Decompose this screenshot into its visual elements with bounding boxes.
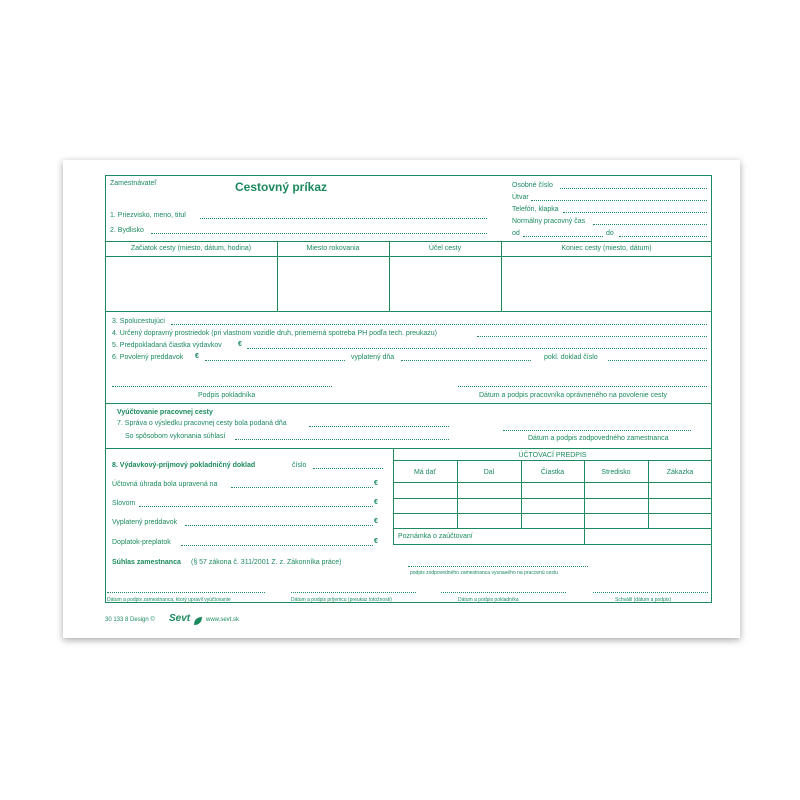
col-end: Koniec cesty (miesto, dátum) [561, 245, 652, 252]
responsible-signature-line[interactable] [503, 430, 691, 431]
euro-sign: € [374, 538, 378, 545]
divider [393, 528, 712, 529]
acc-col-amount: Čiastka [540, 469, 565, 476]
euro-sign: € [374, 499, 378, 506]
signature-line[interactable] [593, 592, 708, 593]
divider [393, 460, 712, 461]
divider [105, 256, 712, 257]
paid-date-label: vyplatený dňa [351, 354, 395, 361]
settlement-label: Účtovná úhrada bola upravená na [112, 481, 218, 488]
in-words-label: Slovom [112, 500, 136, 507]
personal-number-field[interactable] [560, 188, 707, 189]
acc-col-credit: Dal [483, 469, 495, 476]
cash-doc-label: pokl. doklad číslo [544, 354, 598, 361]
in-words-field[interactable] [139, 506, 373, 507]
divider [105, 241, 712, 242]
consent-signature-line[interactable] [408, 566, 588, 567]
companions-label: 3. Spolucestujúci [112, 318, 165, 325]
divider [393, 544, 712, 545]
settlement-field[interactable] [231, 487, 373, 488]
residence-label: 2. Bydlisko [110, 227, 144, 234]
approver-signature-label: Dátum a podpis pracovníka oprávneného na povolenie cesty [479, 392, 667, 399]
euro-sign: € [238, 341, 242, 348]
from-field[interactable] [523, 236, 603, 237]
footer-sig-2: Dátum a podpis príjemcu (preukaz totožnosti) [291, 597, 392, 603]
footer-sig-1: Dátum a podpis zamestnanca, ktorý upravil vyúčtovanie [107, 597, 231, 603]
billing-heading: Vyúčtovanie pracovnej cesty [117, 409, 213, 416]
paid-advance-label: Vyplatený preddavok [112, 519, 178, 526]
name-label: 1. Priezvisko, meno, titul [110, 212, 186, 219]
divider [105, 448, 712, 449]
col-meeting-place: Miesto rokovania [306, 245, 360, 252]
expected-cost-label: 5. Predpokladaná čiastka výdavkov [112, 342, 222, 349]
euro-sign: € [374, 518, 378, 525]
acc-col-debit: Má dať [413, 469, 437, 476]
advance-label: 6. Povolený preddavok [112, 354, 184, 361]
phone-field[interactable] [563, 212, 707, 213]
residence-field[interactable] [151, 233, 487, 234]
to-field[interactable] [619, 236, 707, 237]
advance-field[interactable] [205, 360, 345, 361]
footer-sig-3: Dátum a podpis pokladníka [458, 597, 519, 603]
euro-sign: € [195, 353, 199, 360]
leaf-icon [193, 613, 203, 631]
name-field[interactable] [200, 218, 487, 219]
col-start: Začiatok cesty (miesto, dátum, hodina) [130, 245, 252, 252]
report-date-field[interactable] [309, 426, 449, 427]
department-label: Útvar [512, 194, 529, 201]
expected-cost-field[interactable] [247, 348, 707, 349]
consent-rest: (§ 57 zákona č. 311/2001 Z. z. Zákonníka práce) [191, 559, 342, 566]
paid-date-field[interactable] [401, 360, 531, 361]
brand-logo: Sevt [169, 613, 191, 624]
method-label: So spôsobom vykonania súhlasí [125, 433, 226, 440]
website: www.sevt.sk [206, 617, 240, 623]
acc-col-center: Stredisko [601, 469, 631, 476]
divider [393, 498, 712, 499]
cashier-signature-label: Podpis pokladníka [198, 392, 256, 399]
euro-sign: € [374, 480, 378, 487]
end-cell[interactable] [503, 259, 710, 309]
accounting-title: ÚČTOVACÍ PREDPIS [518, 452, 587, 459]
phone-label: Telefón, klapka [512, 206, 559, 213]
transport-field[interactable] [477, 336, 707, 337]
normal-hours-field[interactable] [593, 224, 707, 225]
cash-doc-heading: 8. Výdavkový-príjmový pokladničný doklad [112, 462, 256, 469]
col-purpose: Účel cesty [428, 245, 462, 252]
divider [584, 528, 585, 544]
report-label: 7. Správa o výsledku pracovnej cesty bola podaná dňa [117, 420, 287, 427]
consent-signature-label: podpis zodpovedného zamestnanca vysланého na pracovnú cestu [410, 570, 558, 576]
divider [105, 311, 712, 312]
department-field[interactable] [531, 200, 707, 201]
print-code: 30 133 8 Design © [105, 617, 155, 623]
cashier-signature-line[interactable] [112, 386, 332, 387]
purpose-cell[interactable] [391, 259, 499, 309]
signature-line[interactable] [107, 592, 265, 593]
divider [393, 482, 712, 483]
cash-doc-number-label: číslo [292, 462, 307, 469]
surcharge-field[interactable] [181, 545, 373, 546]
acc-col-order: Zákazka [666, 469, 694, 476]
accounting-note-label: Poznámka o zaúčtovaní [398, 533, 473, 540]
meeting-place-cell[interactable] [279, 259, 387, 309]
divider [105, 403, 712, 404]
transport-label: 4. Určený dopravný prostriedok (pri vlastnom vozidle druh, priemerná spotreba PH podľa tech. preukazu) [112, 330, 437, 337]
normal-hours-label: Normálny pracovný čas [512, 218, 586, 225]
form-title: Cestovný príkaz [235, 180, 328, 194]
signature-line[interactable] [441, 592, 566, 593]
surcharge-label: Doplatok-preplatok [112, 539, 171, 546]
to-label: do [606, 230, 614, 237]
footer-sig-4: Schválil (dátum a podpis) [615, 597, 672, 603]
method-field[interactable] [235, 439, 449, 440]
companions-field[interactable] [171, 324, 707, 325]
paid-advance-field[interactable] [185, 525, 373, 526]
cash-doc-number-field[interactable] [313, 468, 383, 469]
approver-signature-line[interactable] [458, 386, 707, 387]
cash-doc-field[interactable] [608, 360, 707, 361]
form-sheet [63, 160, 740, 638]
employer-label: Zamestnávateľ [110, 180, 157, 187]
responsible-signature-label: Dátum a podpis zodpovedného zamestnanca [528, 435, 669, 442]
consent-bold: Súhlas zamestnanca [112, 559, 181, 566]
personal-number-label: Osobné číslo [512, 182, 553, 189]
divider [393, 513, 712, 514]
start-cell[interactable] [107, 259, 275, 309]
from-label: od [512, 230, 520, 237]
signature-line[interactable] [291, 592, 416, 593]
divider [393, 448, 394, 544]
